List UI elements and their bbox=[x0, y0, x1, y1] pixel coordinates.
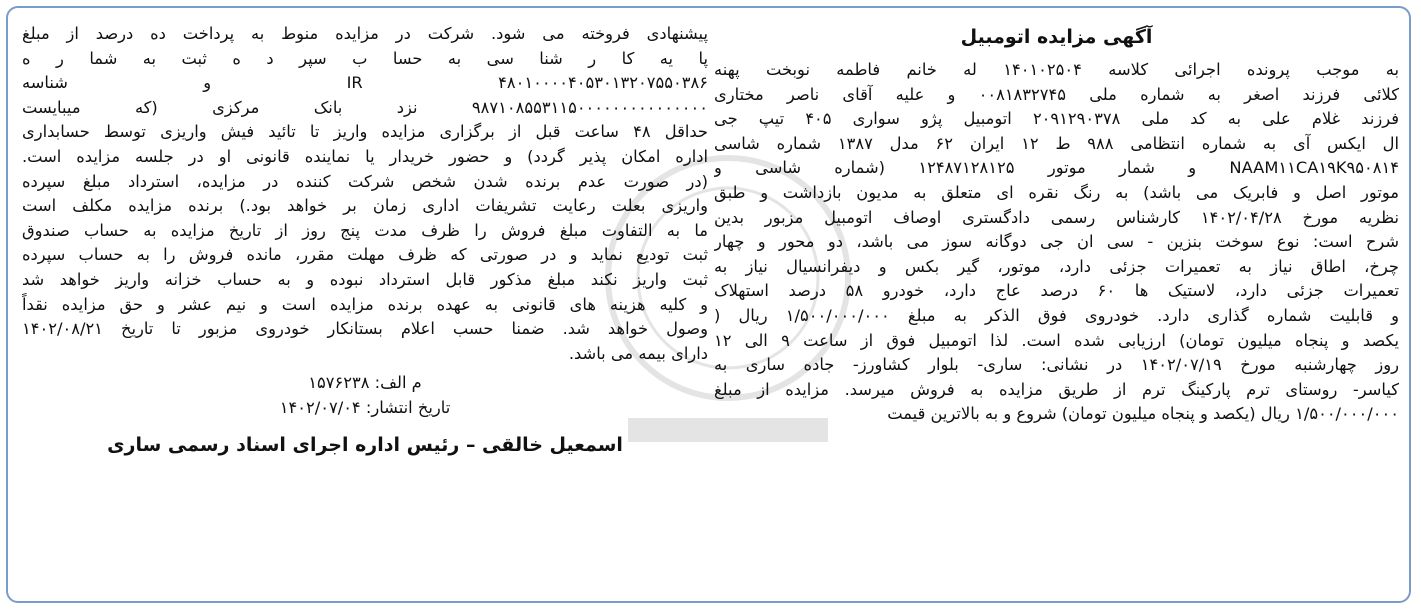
left-column-body bbox=[22, 22, 708, 366]
body-line: کیاسر- روستای ترم پارکینگ ترم از طریق مزایده به فروش میرسد. مزایده از مبلغ bbox=[714, 379, 1399, 399]
body-line: فرزند غلام علی به کد ملی ۲۰۹۱۲۹۰۳۷۸ اتومبیل پژو سواری ۴۰۵ تیپ جی bbox=[714, 109, 1399, 129]
body-line: شرح است: نوع سوخت بنزین - سی ان جی دوگانه سوز می باشد، دو محور و چهار bbox=[714, 232, 1399, 252]
body-line: موتور اصل و فابریک می باشد) به رنگ نقره ای متعلق به مدیون بازداشت و طبق bbox=[714, 182, 1399, 202]
body-line: واریزی بعلت رعایت تشریفات اداری زمان بر خواهد بود.) برنده مزایده مکلف است bbox=[22, 196, 708, 216]
publish-date: تاریخ انتشار: ۱۴۰۲/۰۷/۰۴ bbox=[279, 398, 451, 418]
body-line: پا یه کا ر شنا سی به حسا ب سپر د ه ثبت به شما ر ه bbox=[22, 48, 708, 68]
body-line: روز چهارشنبه مورخ ۱۴۰۲/۰۷/۱۹ در نشانی: ساری- بلوار کشاورز- جاده ساری به bbox=[714, 355, 1399, 375]
body-line: و کلیه هزینه های قانونی به عهده برنده مزایده است و نیم عشر و حق مزایده نقداً bbox=[22, 294, 708, 314]
body-line: ال ایکس آی به شماره انتظامی ۹۸۸ ط ۱۲ ایران ۶۲ مدل ۱۳۸۷ شماره شاسی bbox=[714, 133, 1399, 153]
body-line: ۴۸۰۱۰۰۰۰۴۰۵۳۰۱۳۲۰۷۵۵۰۳۸۶ IR و شناسه bbox=[22, 73, 708, 93]
body-line: پیشنهادی فروخته می شود. شرکت در مزایده منوط به پرداخت ده درصد از مبلغ bbox=[22, 24, 708, 43]
body-line: نظریه مورخ ۱۴۰۲/۰۴/۲۸ کارشناس رسمی دادگستری اوصاف اتومبیل مزبور بدین bbox=[714, 207, 1399, 227]
right-column bbox=[714, 22, 1399, 427]
body-line: اداره امکان پذیر گردد) و حضور خریدار یا نماینده قانونی او در جلسه مزایده است. bbox=[22, 146, 708, 166]
body-line: وصول خواهد شد. ضمنا حسب اعلام بستانکار خودروی مزبور تا تاریخ ۱۴۰۲/۰۸/۲۱ bbox=[22, 319, 708, 339]
reference-number: م الف: ۱۵۷۶۲۳۸ bbox=[308, 373, 422, 393]
body-line: و قابلیت شماره گذاری دارد. خودروی فوق الذکر به مبلغ ۱/۵۰۰/۰۰۰/۰۰۰ ریال ( bbox=[714, 305, 1399, 325]
body-line: حداقل ۴۸ ساعت قبل از برگزاری مزایده واریز تا تائید فیش واریزی توسط حسابداری bbox=[22, 122, 708, 142]
body-line: (در صورت عدم برنده شدن شخص شرکت کننده در مزایده، استرداد مبلغ سپرده bbox=[22, 171, 708, 191]
body-line: یکصد و پنجاه میلیون تومان) ارزیابی شده است. لذا اتومبیل فوق از ساعت ۹ الی ۱۲ bbox=[714, 330, 1399, 350]
notice-frame bbox=[6, 6, 1411, 603]
body-line: به موجب پرونده اجرائی کلاسه ۱۴۰۱۰۲۵۰۴ له خانم فاطمه نوبخت پهنه bbox=[714, 60, 1399, 79]
body-line: NAAM۱۱CA۱۹K۹۵۰۸۱۴ و شمار موتور ۱۲۴۸۷۱۲۸۱۲۵ (شماره شاسی و bbox=[714, 158, 1399, 178]
body-line: ما به التفاوت مبلغ فروش را ظرف مدت پنج روز از تاریخ مزایده به حساب صندوق bbox=[22, 220, 708, 240]
body-line: ۹۸۷۱۰۸۵۵۳۱۱۵۰۰۰۰۰۰۰۰۰۰۰۰۰۰۰ نزد بانک مرکزی (که میبایست bbox=[22, 97, 708, 117]
notice-meta bbox=[22, 370, 708, 420]
body-line: تعمیرات جزئی دارد، لاستیک ها ۶۰ درصد عاج دارد، خودرو ۵۸ درصد استهلاک bbox=[714, 281, 1399, 301]
notice-title: آگهی مزایده اتومبیل bbox=[960, 26, 1153, 48]
body-line: چرخ، اطاق نیاز به تعمیرات جزئی دارد، موتور، گیر بکس و دیفرانسیال نیاز به bbox=[714, 256, 1399, 276]
right-column-body bbox=[714, 58, 1399, 427]
body-line: ۱/۵۰۰/۰۰۰/۰۰۰ ریال (یکصد و پنجاه میلیون تومان) شروع و به بالاترین قیمت bbox=[887, 404, 1399, 424]
body-line: دارای بیمه می باشد. bbox=[568, 343, 708, 363]
body-line: کلائی فرزند اصغر به شماره ملی ۰۰۸۱۸۳۲۷۴۵ و علیه آقای ناصر مختاری bbox=[714, 84, 1399, 104]
body-line: ثبت واریز نکند مبلغ مذکور قابل استرداد نبوده و به حساب خزانه واریز خواهد شد bbox=[22, 269, 708, 289]
signature: اسمعیل خالقی – رئیس اداره اجرای اسناد رسمی ساری bbox=[107, 434, 623, 457]
body-line: ثبت تودیع نماید و در صورتی که ظرف مهلت مقرر، مانده فروش را به حساب سپرده bbox=[22, 245, 708, 265]
left-column bbox=[22, 22, 708, 462]
